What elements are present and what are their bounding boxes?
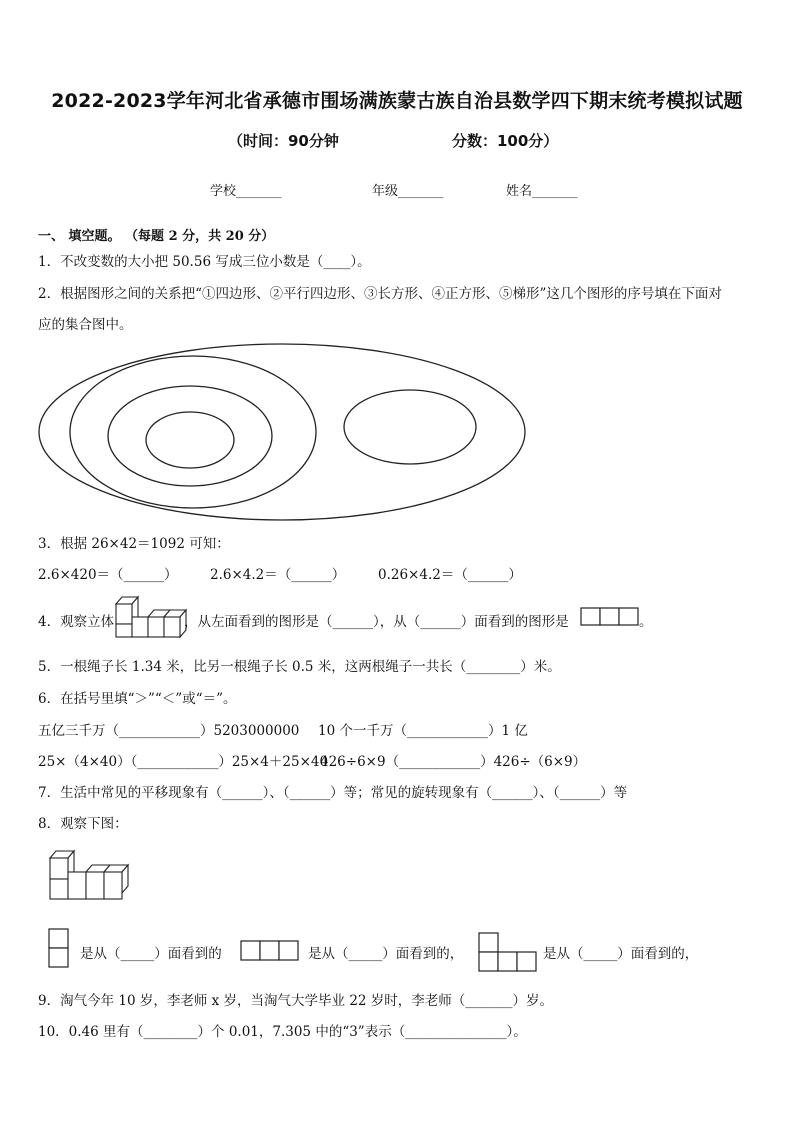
question-1: 1．不改变数的大小把 50.56 写成三位小数是（____）。	[38, 254, 371, 270]
question-8c: 是从（_____）面看到的，	[543, 946, 699, 962]
question-2-cont: 应的集合图中。	[38, 317, 133, 333]
question-4-end: 。	[639, 614, 653, 630]
exam-score: 分数：100分）	[452, 132, 559, 150]
question-7: 7．生活中常见的平移现象有（______）、（______）等；常见的旋转现象有（______）、（______）等	[38, 785, 628, 801]
question-2: 2．根据图形之间的关系把“①四边形、②平行四边形、③长方形、④正方形、⑤梯形”这几个图形的序号填在下面对	[38, 286, 722, 302]
question-8: 8．观察下图：	[38, 816, 128, 832]
question-6a: 五亿三千万（____________）5203000000	[38, 723, 300, 739]
question-6c: 25×（4×40）（____________）25×4＋25×40	[38, 754, 329, 770]
three-square-view	[580, 607, 640, 627]
question-3: 3．根据 26×42＝1092 可知：	[38, 536, 230, 552]
question-3a: 2.6×420＝（______）	[38, 567, 178, 583]
view-three-horizontal	[240, 940, 300, 962]
page-title: 2022-2023学年河北省承德市围场满族蒙古族自治县数学四下期末统考模拟试题	[51, 90, 743, 112]
exam-time: （时间：90分钟	[228, 132, 339, 150]
question-9: 9．淘气今年 10 岁，李老师 x 岁，当淘气大学毕业 22 岁时，李老师（_______）岁。	[38, 993, 554, 1009]
view-two-vertical	[48, 928, 70, 970]
question-3b: 2.6×4.2＝（______）	[210, 567, 346, 583]
section-heading: 一、 填空题。 （每题 2 分，共 20 分）	[38, 229, 275, 244]
question-4-mid: ，从左面看到的图形是（______），从（______）面看到的图形是	[184, 614, 569, 630]
question-6d: 426÷6×9（____________）426÷（6×9）	[320, 754, 587, 770]
question-10: 10．0.46 里有（________）个 0.01，7.305 中的“3”表示（_______________）。	[38, 1024, 527, 1040]
question-8a: 是从（_____）面看到的	[80, 946, 222, 962]
school-field: 学校_______	[210, 184, 282, 199]
view-l-shape	[478, 932, 538, 974]
question-8-solid-figure	[48, 848, 123, 903]
question-6: 6．在括号里填“＞”“＜”或“＝”。	[38, 691, 237, 707]
question-4-start: 4．观察立体	[38, 614, 115, 630]
question-5: 5．一根绳子长 1.34 米，比另一根绳子长 0.5 米，这两根绳子一共长（________）米。	[38, 659, 561, 675]
question-3c: 0.26×4.2＝（______）	[378, 567, 522, 583]
cube-solid-figure	[114, 592, 184, 640]
question-6b: 10 个一千万（____________）1 亿	[318, 723, 528, 739]
question-8b: 是从（_____）面看到的，	[308, 946, 464, 962]
name-field: 姓名_______	[506, 184, 578, 199]
grade-field: 年级_______	[372, 184, 444, 199]
